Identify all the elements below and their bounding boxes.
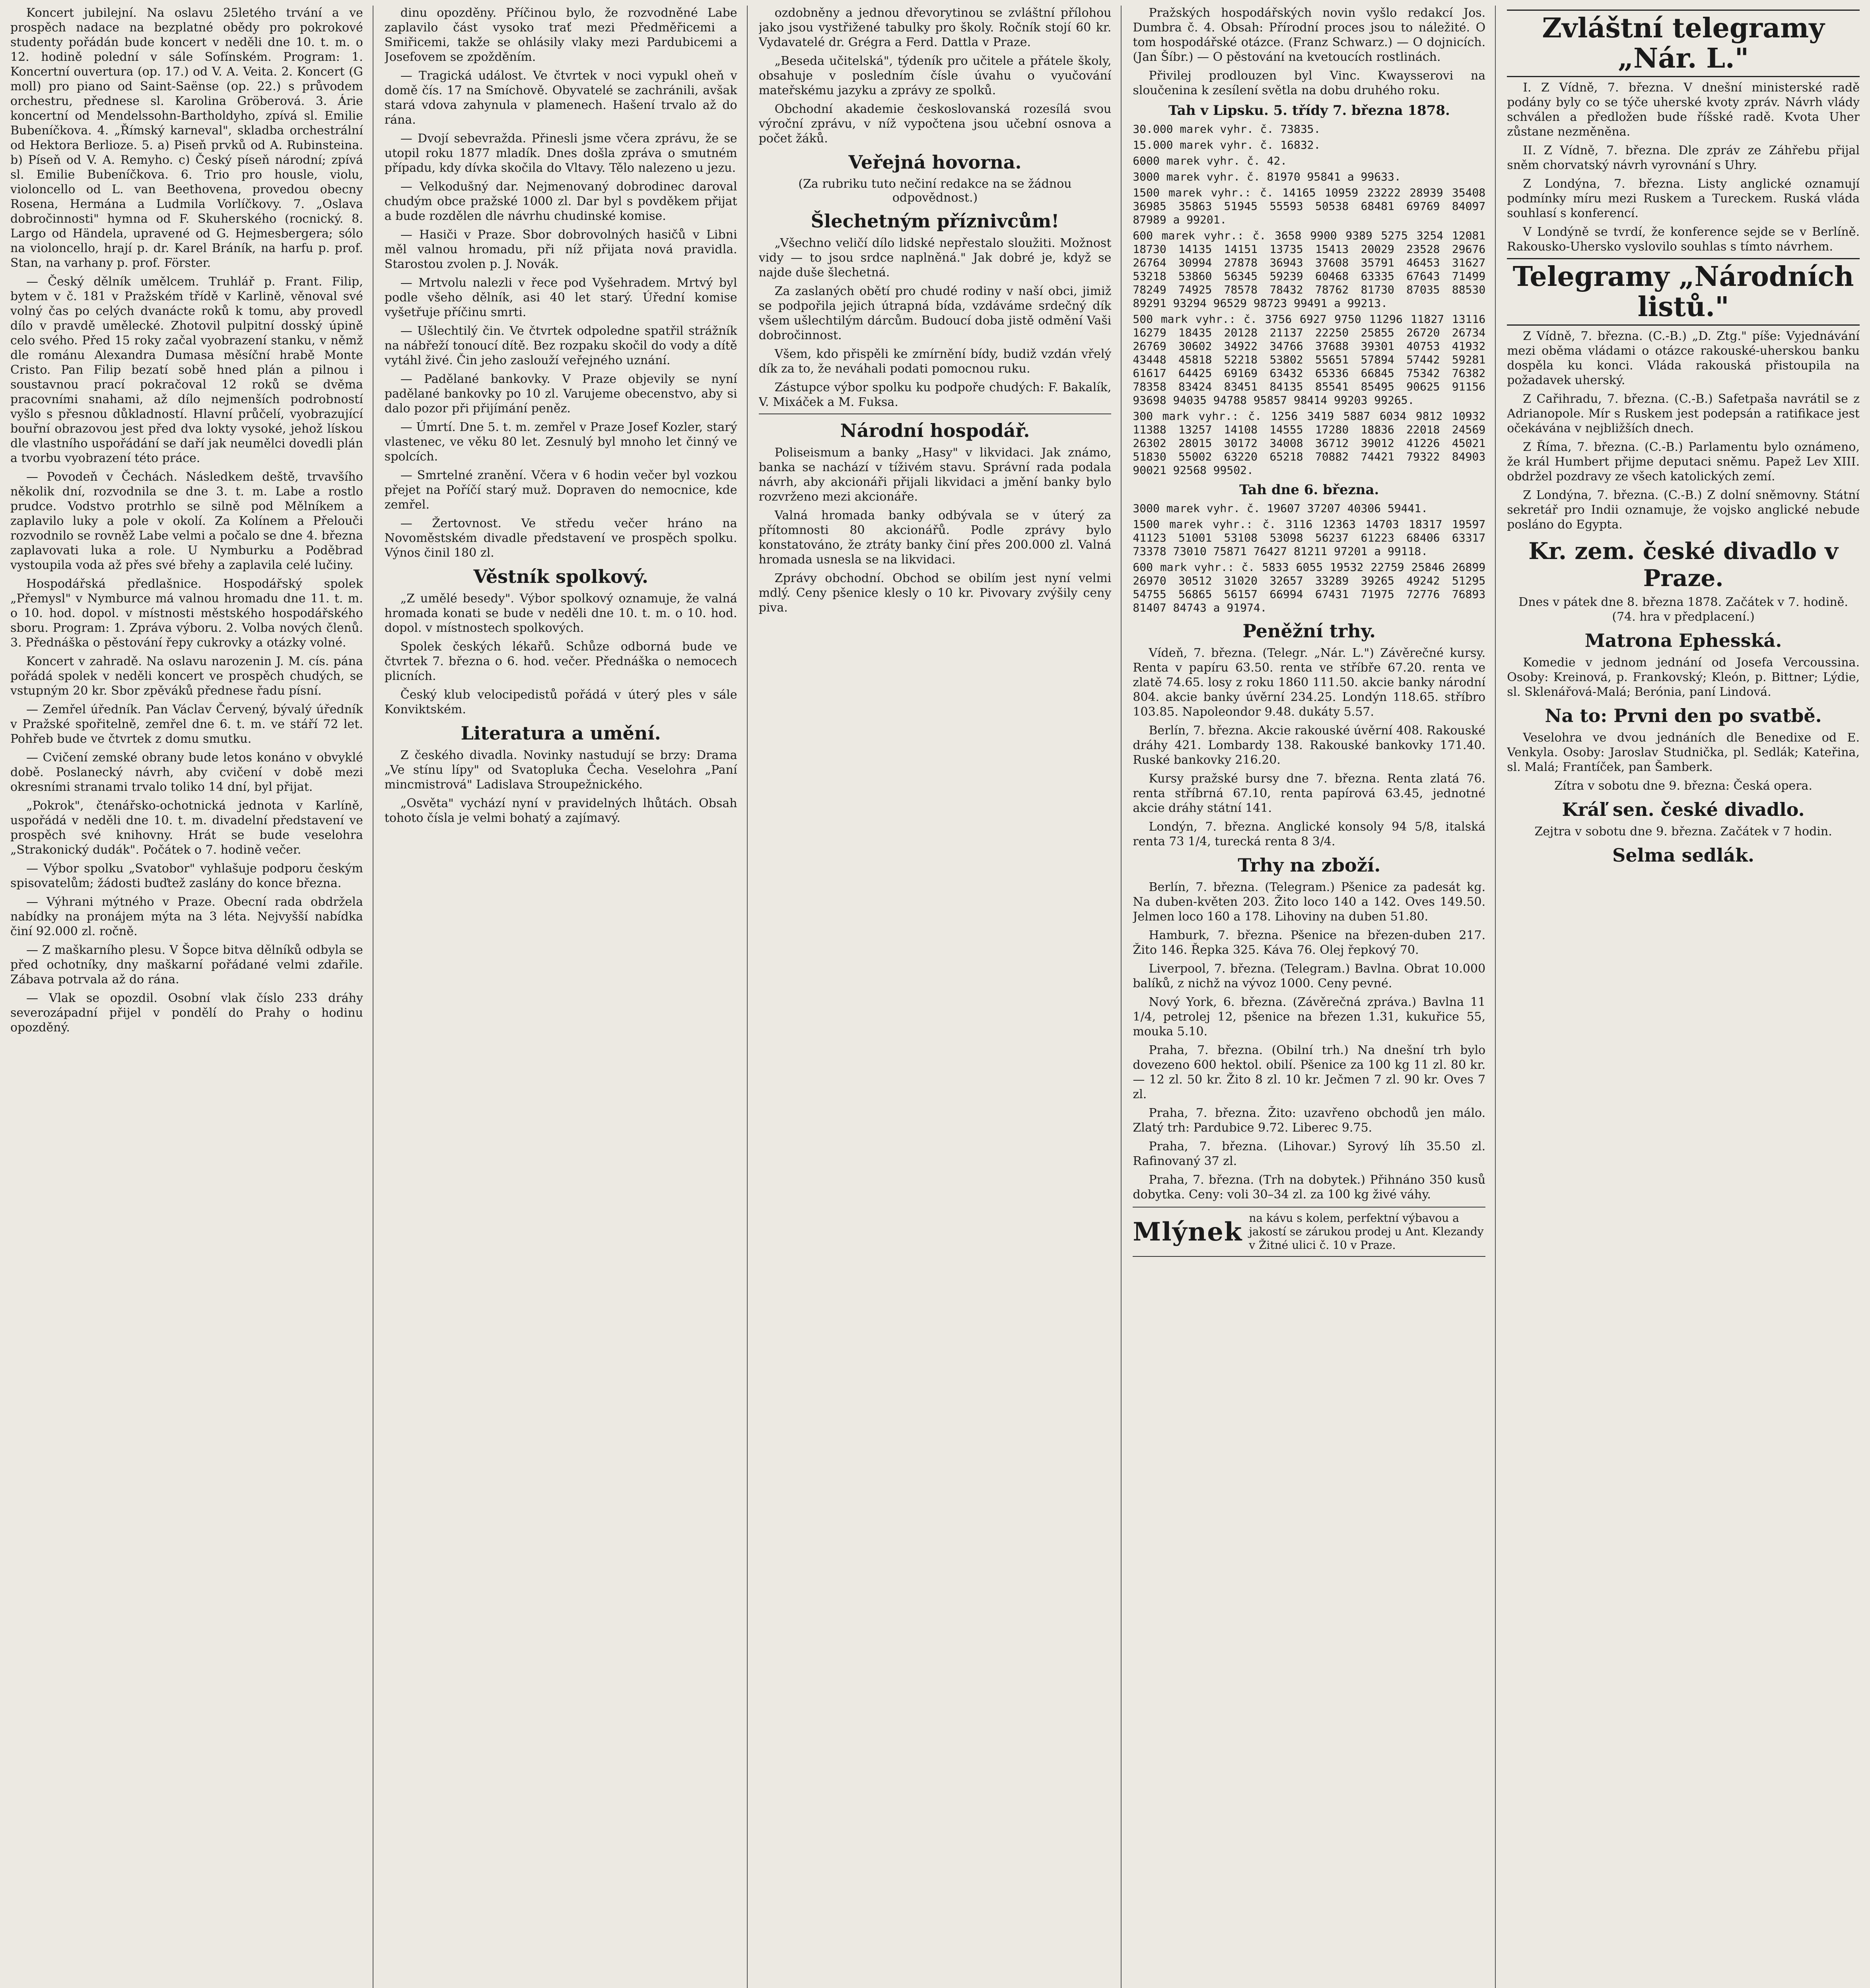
article-paragraph: „Osvěta" vychází nyní v pravidelných lhůtách. Obsah tohoto čísla je velmi bohatý a zajímavý. — [384, 796, 737, 825]
section-heading-penezni: Peněžní trhy. — [1242, 620, 1376, 642]
article-paragraph: Valná hromada banky odbývala se v úterý za přítomnosti 80 akcionářů. Podle zprávy bylo konstatováno, že ztráty banky činí přes 200.000 zl. Valná hromada usnesla se na likvidaci. — [758, 509, 1112, 567]
lottery-line: 1500 marek vyhr.: č. 3116 12363 14703 18317 19597 41123 51001 53108 53098 56237 61223 68406 63317 73378 73010 75871 76427 81211 97201 a 99118. — [1133, 518, 1486, 558]
article-paragraph: — Tragická událost. Ve čtvrtek v noci vypukl oheň v domě čís. 17 na Smíchově. Obyvatelé se zachránili, avšak stará vdova zahynula v plamenech. Hašení trvalo až do rána. — [384, 69, 737, 127]
ad-title: Mlýnek — [1133, 1217, 1243, 1247]
lottery-line: 3000 marek vyhr. č. 81970 95841 a 99633. — [1133, 170, 1401, 183]
theatre-line: Komedie v jednom jednání od Josefa Vercoussina. Osoby: Kreinová, p. Frankovský; Kleón, p. Bittner; Lýdie, sl. Sklenářová-Malá; Berónia, paní Lindová. — [1507, 656, 1860, 699]
columns — [10, 6, 1860, 1988]
lottery-line: 600 mark vyhr.: č. 5833 6055 19532 22759 25846 26899 26970 30512 31020 32657 33289 39265 49242 51295 54755 56865 56157 66994 67431 71975 72776 76893 81407 84743 a 91974. — [1133, 561, 1486, 614]
article-paragraph: Zprávy obchodní. Obchod se obilím jest nyní velmi mdlý. Ceny pšenice klesly o 10 kr. Pivovary zvýšily ceny piva. — [758, 571, 1112, 615]
section-heading-tah: Tah v Lipsku. 5. třídy 7. března 1878. — [1168, 103, 1450, 118]
article-paragraph: Spolek českých lékařů. Schůze odborná bude ve čtvrtek 7. března o 6. hod. večer. Přednáška o nemocech plicních. — [384, 640, 737, 683]
column-5 — [1507, 6, 1860, 1988]
article-paragraph: „Z umělé besedy". Výbor spolkový oznamuje, že valná hromada konati se bude v neděli dne 10. t. m. o 10. hod. dopol. v místnostech spolkových. — [384, 592, 737, 635]
article-paragraph: — Ušlechtilý čin. Ve čtvrtek odpoledne spatřil strážník na nábřeží tonoucí dítě. Bez rozpaku skočil do vody a dítě vytáhl živé. Čin jeho zaslouží veřejného uznání. — [384, 324, 737, 367]
article-paragraph: „Beseda učitelská", týdeník pro učitele a přátele školy, obsahuje v posledním čísle úvahu o vyučování mateřskému jazyku a zprávy ze spolků. — [758, 54, 1112, 97]
lottery-line: 15.000 marek vyhr. č. 16832. — [1133, 138, 1321, 151]
article-paragraph: Praha, 7. března. Žito: uzavřeno obchodů jen málo. Zlatý trh: Pardubice 9.72. Liberec 9.75. — [1133, 1106, 1486, 1135]
telegram-paragraph: Z Londýna, 7. března. Listy anglické oznamují podmínky míru mezi Ruskem a Tureckem. Ruská vláda souhlasí s konferencí. — [1507, 177, 1860, 220]
section-heading-trhy: Trhy na zboží. — [1238, 854, 1381, 876]
section-heading-tah-2: Tah dne 6. března. — [1239, 482, 1379, 498]
section-heading-telegramy-listu: Telegramy „Národních listů." — [1507, 258, 1860, 326]
lottery-line: 6000 marek vyhr. č. 42. — [1133, 154, 1287, 167]
article-paragraph: Vídeň, 7. března. (Telegr. „Nár. L.") Závěrečné kursy. Renta v papíru 63.50. renta ve stříbře 67.20. renta ve zlatě 74.65. losy z roku 1860 111.50. akcie banky národní 804. akcie banky úvěrní 234.25. Londýn 118.65. stříbro 103.85. Napoleondor 9.48. dukáty 5.57. — [1133, 646, 1486, 719]
column-3 — [759, 6, 1122, 1988]
article-paragraph: Hamburk, 7. března. Pšenice na březen-duben 217. Žito 146. Řepka 325. Káva 76. Olej řepkový 70. — [1133, 928, 1486, 957]
article-paragraph: „Pokrok", čtenářsko-ochotnická jednota v Karlíně, uspořádá v neděli dne 10. t. m. divadelní představení ve prospěch své knihovny. Hrát se bude veselohra „Strakonický dudák". Počátek o 7. hodině večer. — [10, 799, 363, 857]
section-heading-hovorna: Veřejná hovorna. — [848, 151, 1022, 173]
article-paragraph: Liverpool, 7. března. (Telegram.) Bavlna. Obrat 10.000 balíků, z nichž na vývoz 1000. Ceny pevné. — [1133, 962, 1486, 990]
article-paragraph: — Dvojí sebevražda. Přinesli jsme včera zprávu, že se utopil roku 1877 mladík. Dnes došla zpráva o smutném případu, kdy dívka skočila do Vltavy. Tělo nalezeno u jezu. — [384, 132, 737, 175]
theatre-line: Dnes v pátek dne 8. března 1878. Začátek v 7. hodině. (74. hra v předplacení.) — [1518, 595, 1848, 624]
play-title: Selma sedlák. — [1612, 845, 1755, 866]
telegram-paragraph: II. Z Vídně, 7. března. Dle zpráv ze Záhřebu přijal sněm chorvatský návrh vyrovnání s Uhry. — [1507, 144, 1860, 172]
section-subheading: (Za rubriku tuto nečiní redakce na se žádnou odpovědnost.) — [798, 177, 1072, 205]
lottery-line: 600 marek vyhr.: č. 3658 9900 9389 5275 3254 12081 18730 14135 14151 13735 15413 20029 23528 29676 26764 30994 27878 36943 37608 35791 46453 31627 53218 53860 56345 59239 60468 63335 67643 71499 78249 74925 78578 78432 78762 81730 87035 88530 89291 93294 96529 98723 99491 a 99213. — [1133, 229, 1486, 310]
article-paragraph: Český klub velocipedistů pořádá v úterý ples v sále Konviktském. — [384, 688, 737, 716]
column-2 — [385, 6, 748, 1988]
article-paragraph: — Padělané bankovky. V Praze objevily se nyní padělané bankovky po 10 zl. Varujeme obecenstvo, aby si dalo pozor při přijímání peněz. — [384, 372, 737, 415]
telegram-paragraph: Z Vídně, 7. března. (C.-B.) „D. Ztg." píše: Vyjednávání mezi oběma vládami o otázce rakouské-uherskou banku dospěla ku konci. Vláda rakouská přistoupila na požadavek uherský. — [1507, 329, 1860, 387]
lottery-line: 500 mark vyhr.: č. 3756 6927 9750 11296 11827 13116 16279 18435 20128 21137 22250 25855 26720 26734 26769 30602 34922 34766 37688 39301 40753 41932 43448 45818 52218 53802 55651 57894 57442 59281 61617 64425 69169 63432 65336 66845 75342 76382 78358 83424 83451 84135 85541 85495 90625 91156 93698 94035 94788 95857 98414 99203 99265. — [1133, 313, 1486, 407]
play-title: Matrona Ephesská. — [1584, 630, 1782, 651]
article-paragraph: Poliseismum a banky „Hasy" v likvidaci. Jak známo, banka se nachází v tíživém stavu. Správní rada podala návrh, aby akcionáři přijali likvidaci a jmění banky bylo rozvrženo mezi akcionáře. — [758, 446, 1112, 504]
section-heading-zvlastni-telegramy: Zvláštní telegramy „Nár. L." — [1507, 10, 1860, 77]
telegram-paragraph: Z Cařihradu, 7. března. (C.-B.) Safetpaša navrátil se z Adrianopole. Mír s Ruskem jest podepsán a ratifikace jest očekávána v nejbližších dnech. — [1507, 392, 1860, 435]
article-paragraph: Z českého divadla. Novinky nastudují se brzy: Drama „Ve stínu lípy" od Svatopluka Čecha. Veselohra „Paní mincmistrová" Ladislava Stroupežnického. — [384, 748, 737, 792]
article-paragraph: — Z maškarního plesu. V Šopce bitva dělníků odbyla se před ochotníky, dny maškarní pořádané velmi zdařile. Zábava potrvala až do rána. — [10, 943, 363, 986]
theatre-subhead: Kráľ sen. české divadlo. — [1562, 799, 1805, 820]
section-heading-hospodar: Národní hospodář. — [840, 420, 1030, 441]
telegram-paragraph: Z Londýna, 7. března. (C.-B.) Z dolní sněmovny. Státní sekretář pro Indii oznamuje, že vojsko anglické nebude posláno do Egypta. — [1507, 488, 1860, 532]
article-paragraph: Přivilej prodlouzen byl Vinc. Kwaysserovi na sloučenina k zesílení světla na dobu druhého roku. — [1133, 69, 1486, 97]
article-paragraph: — Vlak se opozdil. Osobní vlak číslo 233 dráhy severozápadní přijel v pondělí do Prahy o hodinu opozděný. — [10, 991, 363, 1035]
article-paragraph: Všem, kdo přispěli ke zmírnění bídy, budiž vzdán vřelý dík za to, že neváhali podati pomocnou ruku. — [758, 347, 1112, 376]
article-paragraph: Koncert jubilejní. Na oslavu 25letého trvání a ve prospěch nadace na bezplatné obědy pro pokrokové studenty pořádán bude koncert v neděli dne 10. t. m. o 12. hodině polední v sále Sofínském. Program: 1. Koncertní ouvertura (op. 17.) od V. A. Veita. 2. Koncert (G moll) pro piano od Saint-Saënse (op. 22.) s průvodem orchestru, přednese sl. Karolina Gröberová. 3. Árie koncertní od Mendelssohn-Bartholdyho, zpívá sl. Emilie Bubeníčkova. 4. „Římský karneval", skladba orchestrální od Hektora Berlioze. 5. a) Piseň prvků od A. Rubinsteina. b) Píseň od V. A. Remyho. c) Český píseň národní; zpívá sl. Emilie Bubeníčkova. 6. Trio pro housle, violu, violoncello od L. van Beethovena, provedou obecny Rosena, Hermána a Ludmila Vorlíčkovy. 7. „Oslava dobročinnosti" hymna od F. Skuherského (rocnický. 8. Largo od Händela, upravené od G. Hejmesbergera; sólo na violoncello, hrají p. dr. Karel Bráník, na harfu p. prof. Stan, na varhany p. prof. Förster. — [10, 6, 363, 270]
article-paragraph: — Hasiči v Praze. Sbor dobrovolných hasičů v Libni měl valnou hromadu, při níž přijata nová pravidla. Starostou zvolen p. J. Novák. — [384, 228, 737, 271]
article-paragraph: Kursy pražské bursy dne 7. března. Renta zlatá 76. renta stříbrná 67.10, renta papírová 63.45, jednotné akcie dráhy státní 141. — [1133, 772, 1486, 815]
article-paragraph: — Český dělník umělcem. Truhlář p. Frant. Filip, bytem v č. 181 v Pražském třídě v Karlině, věnoval své volný čas po celých dvanácte roků k tomu, aby provedl dílo v pravdě umělecké. Zhotovil pulpitní dosský úpině celo svého. Před 15 roky začal vyobrazení stanku, v němž dle románu Alexandra Dumasa měsíční hrabě Monte Cristo. Pan Filip bezatí sobě hned plán a pilnou i soustavnou prací pokračoval 12 roků se dvěma pracovními snahami, až dílo nejmenších podrobností vyšlo s přesnou důkladností. Hlavní průčelí, vyobrazující bouřní obrazovou jest před dva lokty vysoké, jehož lískou dle vlastního uspořádání se daří jak neumělci dovedli plán a tvorbu vyobrazení této práce. — [10, 275, 363, 465]
lottery-line: 30.000 marek vyhr. č. 73835. — [1133, 122, 1321, 136]
lottery-line: 300 mark vyhr.: č. 1256 3419 5887 6034 9812 10932 11388 13257 14108 14555 17280 18836 22018 24569 26302 28015 30172 34008 36712 39012 41226 45021 51830 55002 63220 65218 70882 74421 79322 84903 90021 92568 99502. — [1133, 410, 1486, 477]
article-paragraph: — Žertovnost. Ve středu večer hráno na Novoměstském divadle představení ve prospěch spolku. Výnos činil 180 zl. — [384, 516, 737, 560]
article-paragraph: Berlín, 7. března. (Telegram.) Pšenice za padesát kg. Na duben-květen 203. Žito loco 140 a 142. Oves 149.50. Jelmen loco 160 a 178. Lihoviny na duben 51.80. — [1133, 880, 1486, 924]
section-heading-divadlo: Kr. zem. české divadlo v Praze. — [1528, 538, 1838, 592]
telegram-paragraph: I. Z Vídně, 7. března. V dnešní ministerské radě podány byly co se týče uherské kvoty zpráv. Návrh vlády schválen a předložen bude říšské radě. Kvota Uher zůstane nezměněna. — [1507, 81, 1860, 139]
column-4 — [1133, 6, 1496, 1988]
article-paragraph: Praha, 7. března. (Trh na dobytek.) Přihnáno 350 kusů dobytka. Ceny: voli 30–34 zl. za 100 kg živé váhy. — [1133, 1173, 1486, 1202]
article-paragraph: — Povodeň v Čechách. Následkem deště, trvavšího několik dní, rozvodnila se dne 3. t. m. Labe a rostlo prudce. Vodstvo protrhlo se silně pod Mělníkem a zaplavilo luky a pole v okolí. Za Kolínem a Přelouči rozvodnilo se rovněž Labe velmi a počalo se dne 4. března zaplavovati luka a role. U Nymburku a Poděbrad vystoupila voda až přes své břehy a zaplavila celé lučiny. — [10, 470, 363, 572]
article-paragraph: — Mrtvolu nalezli v řece pod Vyšehradem. Mrtvý byl podle všeho dělník, asi 40 let starý. Úřední komise vyšetřuje příčinu smrti. — [384, 276, 737, 319]
article-paragraph: „Všechno veličí dílo lidské nepřestalo sloužiti. Možnost vidy — to jsou srdce naplněná." Jak dobré je, když se najde duše šlechetná. — [758, 236, 1112, 280]
article-paragraph: Berlín, 7. března. Akcie rakouské úvěrní 408. Rakouské dráhy 421. Lombardy 138. Rakouské bankovky 171.40. Ruské bankovky 216.20. — [1133, 724, 1486, 767]
column-1 — [10, 6, 373, 1988]
lottery-line: 3000 marek vyhr. č. 19607 37207 40306 59441. — [1133, 502, 1428, 515]
article-paragraph: Londýn, 7. března. Anglické konsoly 94 5/8, italská renta 73 1/4, turecká renta 8 3/4. — [1133, 820, 1486, 848]
section-heading-literatura: Literatura a umění. — [461, 722, 661, 744]
article-paragraph: Za zaslaných obětí pro chudé rodiny v naší obci, jimiž se podpořila jejich útrapná bída, vzdáváme srdečný dík všem ušlechtilým dárcům. Budoucí doba jistě odmění Vaši dobročinnost. — [758, 284, 1112, 342]
lottery-line: 1500 marek vyhr.: č. 14165 10959 23222 28939 35408 36985 35863 51945 55593 50538 68481 69769 84097 87989 a 99201. — [1133, 186, 1486, 226]
article-paragraph: — Smrtelné zranění. Včera v 6 hodin večer byl vozkou přejet na Poříčí starý muž. Dopraven do nemocnice, kde zemřel. — [384, 468, 737, 512]
article-paragraph: Koncert v zahradě. Na oslavu narozenin J. M. cís. pána pořádá spolek v neděli koncert ve prospěch chudých, se vstupným 20 kr. Sbor zpěváků přednese řadu písní. — [10, 654, 363, 698]
article-paragraph: Praha, 7. března. (Obilní trh.) Na dnešní trh bylo dovezeno 600 hektol. obilí. Pšenice za 100 kg 11 zl. 80 kr. — 12 zl. 50 kr. Žito 8 zl. 10 kr. Ječmen 7 zl. 90 kr. Oves 7 zl. — [1133, 1043, 1486, 1101]
article-paragraph: — Výhrani mýtného v Praze. Obecní rada obdržela nabídky na pronájem mýta na 3 léta. Nejvyšší nabídka činí 92.000 zl. ročně. — [10, 895, 363, 938]
section-heading-vestnik: Věstník spolkový. — [473, 566, 649, 587]
ad-text: na kávu s kolem, perfektní výbavou a jakostí se zárukou prodej u Ant. Klezandy v Žitné ulici č. 10 v Praze. — [1249, 1211, 1484, 1252]
theatre-line: Veselohra ve dvou jednáních dle Benedixe od E. Venkyla. Osoby: Jaroslav Studnička, pl. Sedlák; Kateřina, sl. Malá; Frantíček, pan Šamberk. — [1507, 731, 1860, 774]
article-paragraph: — Cvičení zemské obrany bude letos konáno v obvyklé době. Poslanecký návrh, aby cvičení v době mezi okresními stranami trvalo toliko 14 dní, byl přijat. — [10, 751, 363, 794]
telegram-paragraph: V Londýně se tvrdí, že konference sejde se v Berlíně. Rakousko-Uhersko vyslovilo souhlas s tímto návrhem. — [1507, 225, 1860, 254]
theatre-line: Zejtra v sobotu dne 9. března. Začátek v 7 hodin. — [1534, 825, 1832, 839]
article-paragraph: — Úmrtí. Dne 5. t. m. zemřel v Praze Josef Kozler, starý vlastenec, ve věku 80 let. Zesnulý byl mnoho let činný ve spolcích. — [384, 420, 737, 464]
article-paragraph: dinu opozděny. Příčinou bylo, že rozvodněné Labe zaplavilo část vysoko trať mezi Předměřicemi a Smiřicemi, takže se ohlásily vlaky mezi Pardubicemi a Josefovem se zpožděním. — [384, 6, 737, 64]
article-paragraph: — Zemřel úředník. Pan Václav Červený, bývalý úředník v Pražské spořitelně, zemřel dne 6. t. m. ve stáří 72 let. Pohřeb bude ve čtvrtek z domu smutku. — [10, 703, 363, 746]
advertisement-mlynek — [1133, 1207, 1485, 1257]
telegram-paragraph: Z Říma, 7. března. (C.-B.) Parlamentu bylo oznámeno, že král Humbert přijme deputaci sněmu. Papež Lev XIII. obdržel pozdravy ze všech katolických zemí. — [1507, 440, 1860, 483]
article-paragraph: Hospodářská předlašnice. Hospodářský spolek „Přemysl" v Nymburce má valnou hromadu dne 11. t. m. o 10. hod. dopol. v místnosti městského hospodářského sboru. Program: 1. Zpráva výboru. 2. Volba nových členů. 3. Přednáška o pěstování řepy cukrovky a otázky volné. — [10, 577, 363, 650]
article-paragraph: Zástupce výbor spolku ku podpoře chudých: F. Bakalík, V. Mixáček a M. Fuksa. — [758, 381, 1112, 409]
article-paragraph: — Výbor spolku „Svatobor" vyhlašuje podporu českým spisovatelům; žádosti buďtež zaslány do konce března. — [10, 862, 363, 890]
article-paragraph: Obchodní akademie českoslovanská rozesílá svou výroční zprávu, v níž vypočtena jsou učební osnova a počet žáků. — [758, 102, 1112, 146]
article-paragraph: Praha, 7. března. (Lihovar.) Syrový líh 35.50 zl. Rafinovaný 37 zl. — [1133, 1140, 1486, 1168]
section-heading-slechetnym: Šlechetným příznivcům! — [811, 210, 1059, 232]
article-paragraph: — Velkodušný dar. Nejmenovaný dobrodinec daroval chudým obce pražské 1000 zl. Dar byl s povděkem přijat a bude rozdělen dle návrhu chudinské komise. — [384, 180, 737, 223]
article-paragraph: Pražských hospodářských novin vyšlo redakcí Jos. Dumbra č. 4. Obsah: Přírodní proces jsou to náležité. O tom hospodářské otázce. (Franz Schwarz.) — O dojnicích. (Jan Šíbr.) — O pěstování na kvetoucích rostlinách. — [1133, 6, 1486, 64]
article-paragraph: ozdobněny a jednou dřevorytinou se zvláštní přílohou jako jsou vystřižené tabulky pro školy. Ročník stojí 60 kr. Vydavatelé dr. Grégra a Ferd. Dattla v Praze. — [758, 6, 1112, 49]
play-title: Na to: Prvni den po svatbě. — [1545, 705, 1822, 726]
theatre-line: Zítra v sobotu dne 9. března: Česká opera. — [1554, 779, 1812, 793]
article-paragraph: Nový York, 6. března. (Závěrečná zpráva.) Bavlna 11 1/4, petrolej 12, pšenice na březen 1.31, kukuřice 55, mouka 5.10. — [1133, 995, 1486, 1039]
